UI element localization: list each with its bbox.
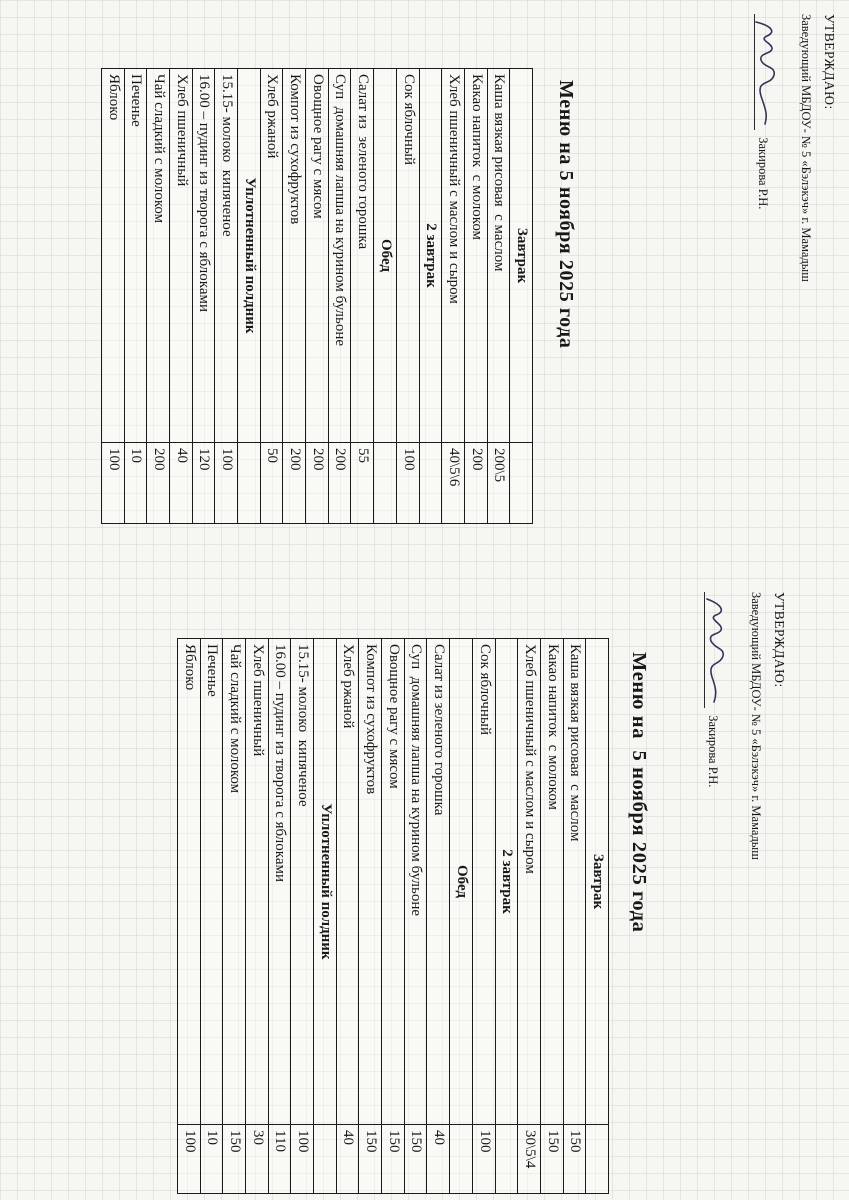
amount-cell: 100 (105, 448, 122, 471)
menu-row (223, 639, 246, 1193)
dish-cell: Какао напиток с молоком (465, 69, 487, 443)
amount-cell: 100 (400, 448, 417, 471)
signature-row (705, 592, 732, 860)
menu-row (314, 639, 337, 1193)
dish-cell: Хлеб пшеничный (170, 69, 192, 443)
dish-cell: Компот из сухофруктов (283, 69, 305, 443)
approval-position: Заведующий МБДОУ- № 5 «Бэлэкэч» г. Мамадыш (749, 592, 764, 860)
menu-row (518, 639, 541, 1193)
dish-cell: Какао напиток с молоком (541, 639, 563, 1125)
dish-cell: Яблоко (178, 639, 200, 1125)
amount-cell: 10 (204, 1130, 221, 1145)
amount-cell: 40 (431, 1130, 448, 1145)
menu-row (178, 639, 201, 1193)
dish-cell: Печенье (201, 639, 223, 1125)
dish-cell: Хлеб ржаной (261, 69, 283, 443)
signature-icon (699, 594, 733, 706)
amount-cell: 120 (196, 448, 213, 471)
amount-cell (496, 1125, 518, 1193)
amount-cell: 150 (408, 1130, 425, 1153)
menu-title: Меню на 5 ноября 2025 года (555, 80, 577, 349)
amount-cell: 200 (309, 448, 326, 471)
amount-cell (586, 1125, 608, 1193)
menu-row (428, 639, 451, 1193)
menu-row (450, 639, 473, 1193)
approval-label: УТВЕРЖДАЮ: (772, 592, 787, 688)
amount-cell: 150 (567, 1130, 584, 1153)
dish-cell: 16.00 – пудинг из творога с яблоками (193, 69, 215, 443)
menu-row (269, 639, 292, 1193)
approval-block (705, 592, 788, 860)
dish-cell: Овощное рагу с мясом (306, 69, 328, 443)
amount-cell: 30 (249, 1130, 266, 1145)
approval-position: Заведующий МБДОУ- № 5 «Бэлэкэч» г. Мамадыш (799, 14, 814, 282)
amount-cell: 150 (227, 1130, 243, 1153)
amount-cell: 150 (544, 1130, 561, 1153)
menu-row (405, 639, 428, 1193)
menu-row (586, 639, 608, 1193)
dish-cell: 2 завтрак (420, 69, 442, 443)
dish-cell: 2 завтрак (496, 639, 518, 1125)
menu-row (496, 639, 519, 1193)
amount-cell: 100 (181, 1130, 198, 1153)
dish-cell: Завтрак (510, 69, 532, 443)
dish-cell: Печенье (125, 69, 147, 443)
dish-cell: Уплотненный полдник (314, 639, 336, 1125)
dish-cell: Каша вязкая рисовая с маслом (488, 69, 510, 443)
amount-cell: 150 (363, 1130, 380, 1153)
signee-name: Закирова Р.Н. (756, 137, 771, 210)
dish-cell: Чай сладкий с молоком (147, 69, 169, 443)
menu-row (291, 639, 314, 1193)
dish-cell: Суп домашняя лапша на курином бульоне (329, 69, 351, 443)
menu-row (541, 639, 564, 1193)
dish-cell: Обед (450, 639, 472, 1125)
menu-row (201, 639, 224, 1193)
amount-cell: 200 (332, 448, 349, 471)
signee-name: Закирова Р.Н. (706, 715, 721, 788)
amount-cell: 200\5 (491, 448, 508, 483)
dish-cell: Хлеб пшеничный с маслом и сыром (442, 69, 464, 443)
dish-cell: Завтрак (586, 639, 608, 1125)
amount-cell: 150 (385, 1130, 402, 1153)
dish-cell: 15.15- молоко кипяченое (215, 69, 237, 443)
dish-cell: Сок яблочный (473, 639, 495, 1125)
menu-row (564, 639, 587, 1193)
dish-cell: Хлеб пшеничный (246, 639, 268, 1125)
amount-cell (450, 1125, 472, 1193)
amount-cell: 100 (219, 448, 236, 471)
dish-cell: Салат из зеленого горошка (352, 69, 374, 443)
dish-cell: 16.00 – пудинг из творога с яблоками (269, 639, 291, 1125)
menu-table (177, 638, 609, 1194)
amount-cell: 10 (128, 448, 145, 463)
amount-cell: 50 (264, 448, 281, 463)
dish-cell: Хлеб пшеничный с маслом и сыром (518, 639, 540, 1125)
amount-cell: 40\5\6 (445, 448, 462, 487)
amount-cell: 40 (340, 1130, 357, 1145)
dish-cell: Овощное рагу с мясом (382, 639, 404, 1125)
amount-cell: 200 (468, 448, 485, 471)
amount-cell: 200 (287, 448, 304, 471)
approval-label: УТВЕРЖДАЮ: (822, 14, 837, 110)
dish-cell: Обед (374, 69, 396, 443)
amount-cell: 100 (476, 1130, 493, 1153)
menu-row (359, 639, 382, 1193)
dish-cell: 15.15- молоко кипяченое (291, 639, 313, 1125)
amount-cell: 55 (355, 448, 372, 463)
dish-cell: Суп домашняя лапша на курином бульоне (405, 639, 427, 1125)
signature-line (705, 592, 732, 708)
menu-row (246, 639, 269, 1193)
amount-cell: 100 (295, 1130, 312, 1153)
amount-cell: 40 (173, 448, 190, 463)
dish-cell: Чай сладкий с молоком (223, 639, 245, 1125)
dish-cell: Салат из зеленого горошка (428, 639, 450, 1125)
amount-cell: 110 (272, 1130, 289, 1152)
dish-cell: Каша вязкая рисовая с маслом (564, 639, 586, 1125)
menu-row (382, 639, 405, 1193)
dish-cell: Компот из сухофруктов (359, 639, 381, 1125)
menu-row (473, 639, 496, 1193)
dish-cell: Хлеб ржаной (337, 639, 359, 1125)
dish-cell: Яблоко (102, 69, 124, 443)
amount-cell (314, 1125, 336, 1193)
amount-cell: 200 (151, 448, 167, 471)
dish-cell: Сок яблочный (397, 69, 419, 443)
menu-row (337, 639, 360, 1193)
menu-title: Меню на 5 ноября 2025 года (628, 652, 650, 933)
amount-cell: 30\5\4 (521, 1130, 538, 1169)
dish-cell: Уплотненный полдник (238, 69, 260, 443)
